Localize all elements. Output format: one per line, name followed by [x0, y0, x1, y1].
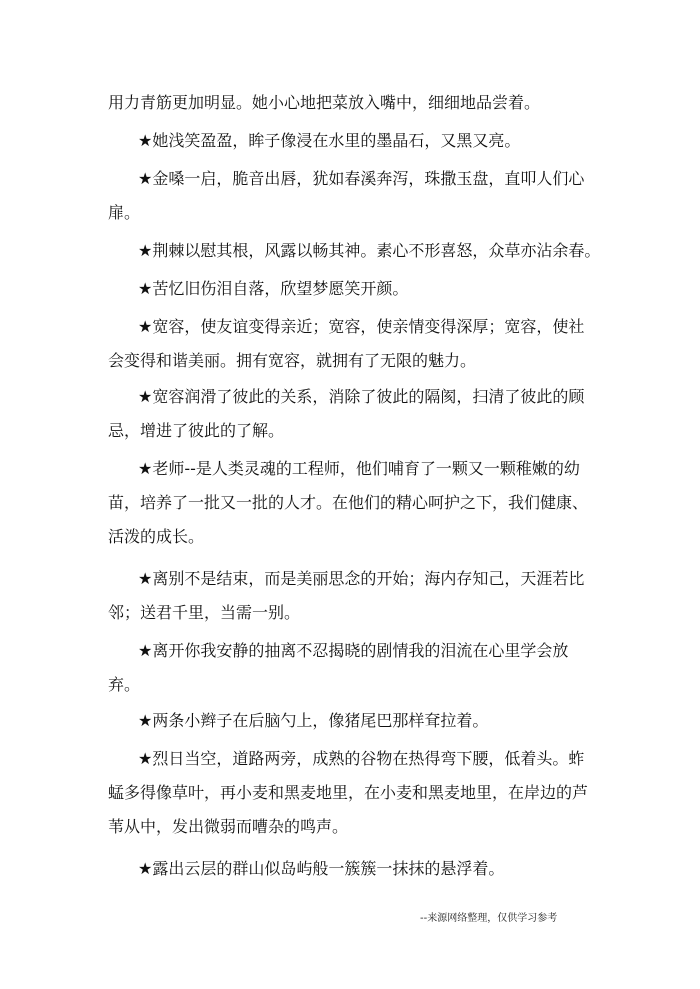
- paragraph: [108, 452, 608, 554]
- source-footer: --来源网络整理，仅供学习参考: [420, 913, 558, 924]
- text-line: ★苦忆旧伤泪自落，欣望梦愿笑开颜。: [138, 279, 409, 298]
- text-line: ★离别不是结束，而是美丽思念的开始；海内存知己，天涯若比: [138, 569, 585, 588]
- text-line: ★露出云层的群山似岛屿般一簇簇一抹抹的悬浮着。: [138, 859, 505, 878]
- text-line: 扉。: [108, 203, 141, 222]
- paragraph: [108, 86, 608, 120]
- paragraph: [108, 380, 608, 448]
- text-line: 用力青筋更加明显。她小心地把菜放入嘴中，细细地品尝着。: [108, 93, 541, 112]
- text-line: 活泼的成长。: [108, 527, 205, 546]
- paragraph: [108, 272, 608, 306]
- text-line: ★烈日当空，道路两旁，成熟的谷物在热得弯下腰，低着头。蚱: [138, 749, 585, 768]
- paragraph: [108, 742, 608, 844]
- text-line: ★两条小辫子在后脑勺上，像猪尾巴那样耷拉着。: [138, 711, 489, 730]
- text-line: 蜢多得像草叶，再小麦和黑麦地里，在小麦和黑麦地里，在岸边的芦: [108, 783, 589, 802]
- paragraph: [108, 704, 608, 738]
- text-line: ★宽容润滑了彼此的关系，消除了彼此的隔阂，扫清了彼此的顾: [138, 387, 585, 406]
- paragraph: [108, 562, 608, 630]
- text-line: 苇从中，发出微弱而嘈杂的鸣声。: [108, 817, 349, 836]
- text-line: ★她浅笑盈盈，眸子像浸在水里的墨晶石，又黑又亮。: [138, 131, 521, 150]
- paragraph: [108, 234, 608, 268]
- text-line: ★金嗓一启，脆音出唇，犹如春溪奔泻，珠撒玉盘，直叩人们心: [138, 169, 585, 188]
- text-line: 会变得和谐美丽。拥有宽容，就拥有了无限的魅力。: [108, 351, 477, 370]
- text-line: ★老师--是人类灵魂的工程师，他们哺育了一颗又一颗稚嫩的幼: [138, 459, 580, 478]
- text-line: ★离开你我安静的抽离不忍揭晓的剧情我的泪流在心里学会放: [138, 641, 569, 660]
- text-line: 弃。: [108, 675, 141, 694]
- paragraph: [108, 162, 608, 230]
- text-line: ★荆棘以慰其根，风露以畅其神。素心不形喜怒，众草亦沾余春。: [138, 241, 601, 260]
- paragraph: [108, 634, 608, 702]
- paragraph: [108, 124, 608, 158]
- text-line: 忌，增进了彼此的了解。: [108, 421, 285, 440]
- paragraph: [108, 310, 608, 378]
- text-line: ★宽容，使友谊变得亲近；宽容，使亲情变得深厚；宽容，使社: [138, 317, 585, 336]
- text-line: 苗，培养了一批又一批的人才。在他们的精心呵护之下，我们健康、: [108, 493, 589, 512]
- paragraph: [108, 852, 608, 886]
- text-line: 邻；送君千里，当需一别。: [108, 603, 301, 622]
